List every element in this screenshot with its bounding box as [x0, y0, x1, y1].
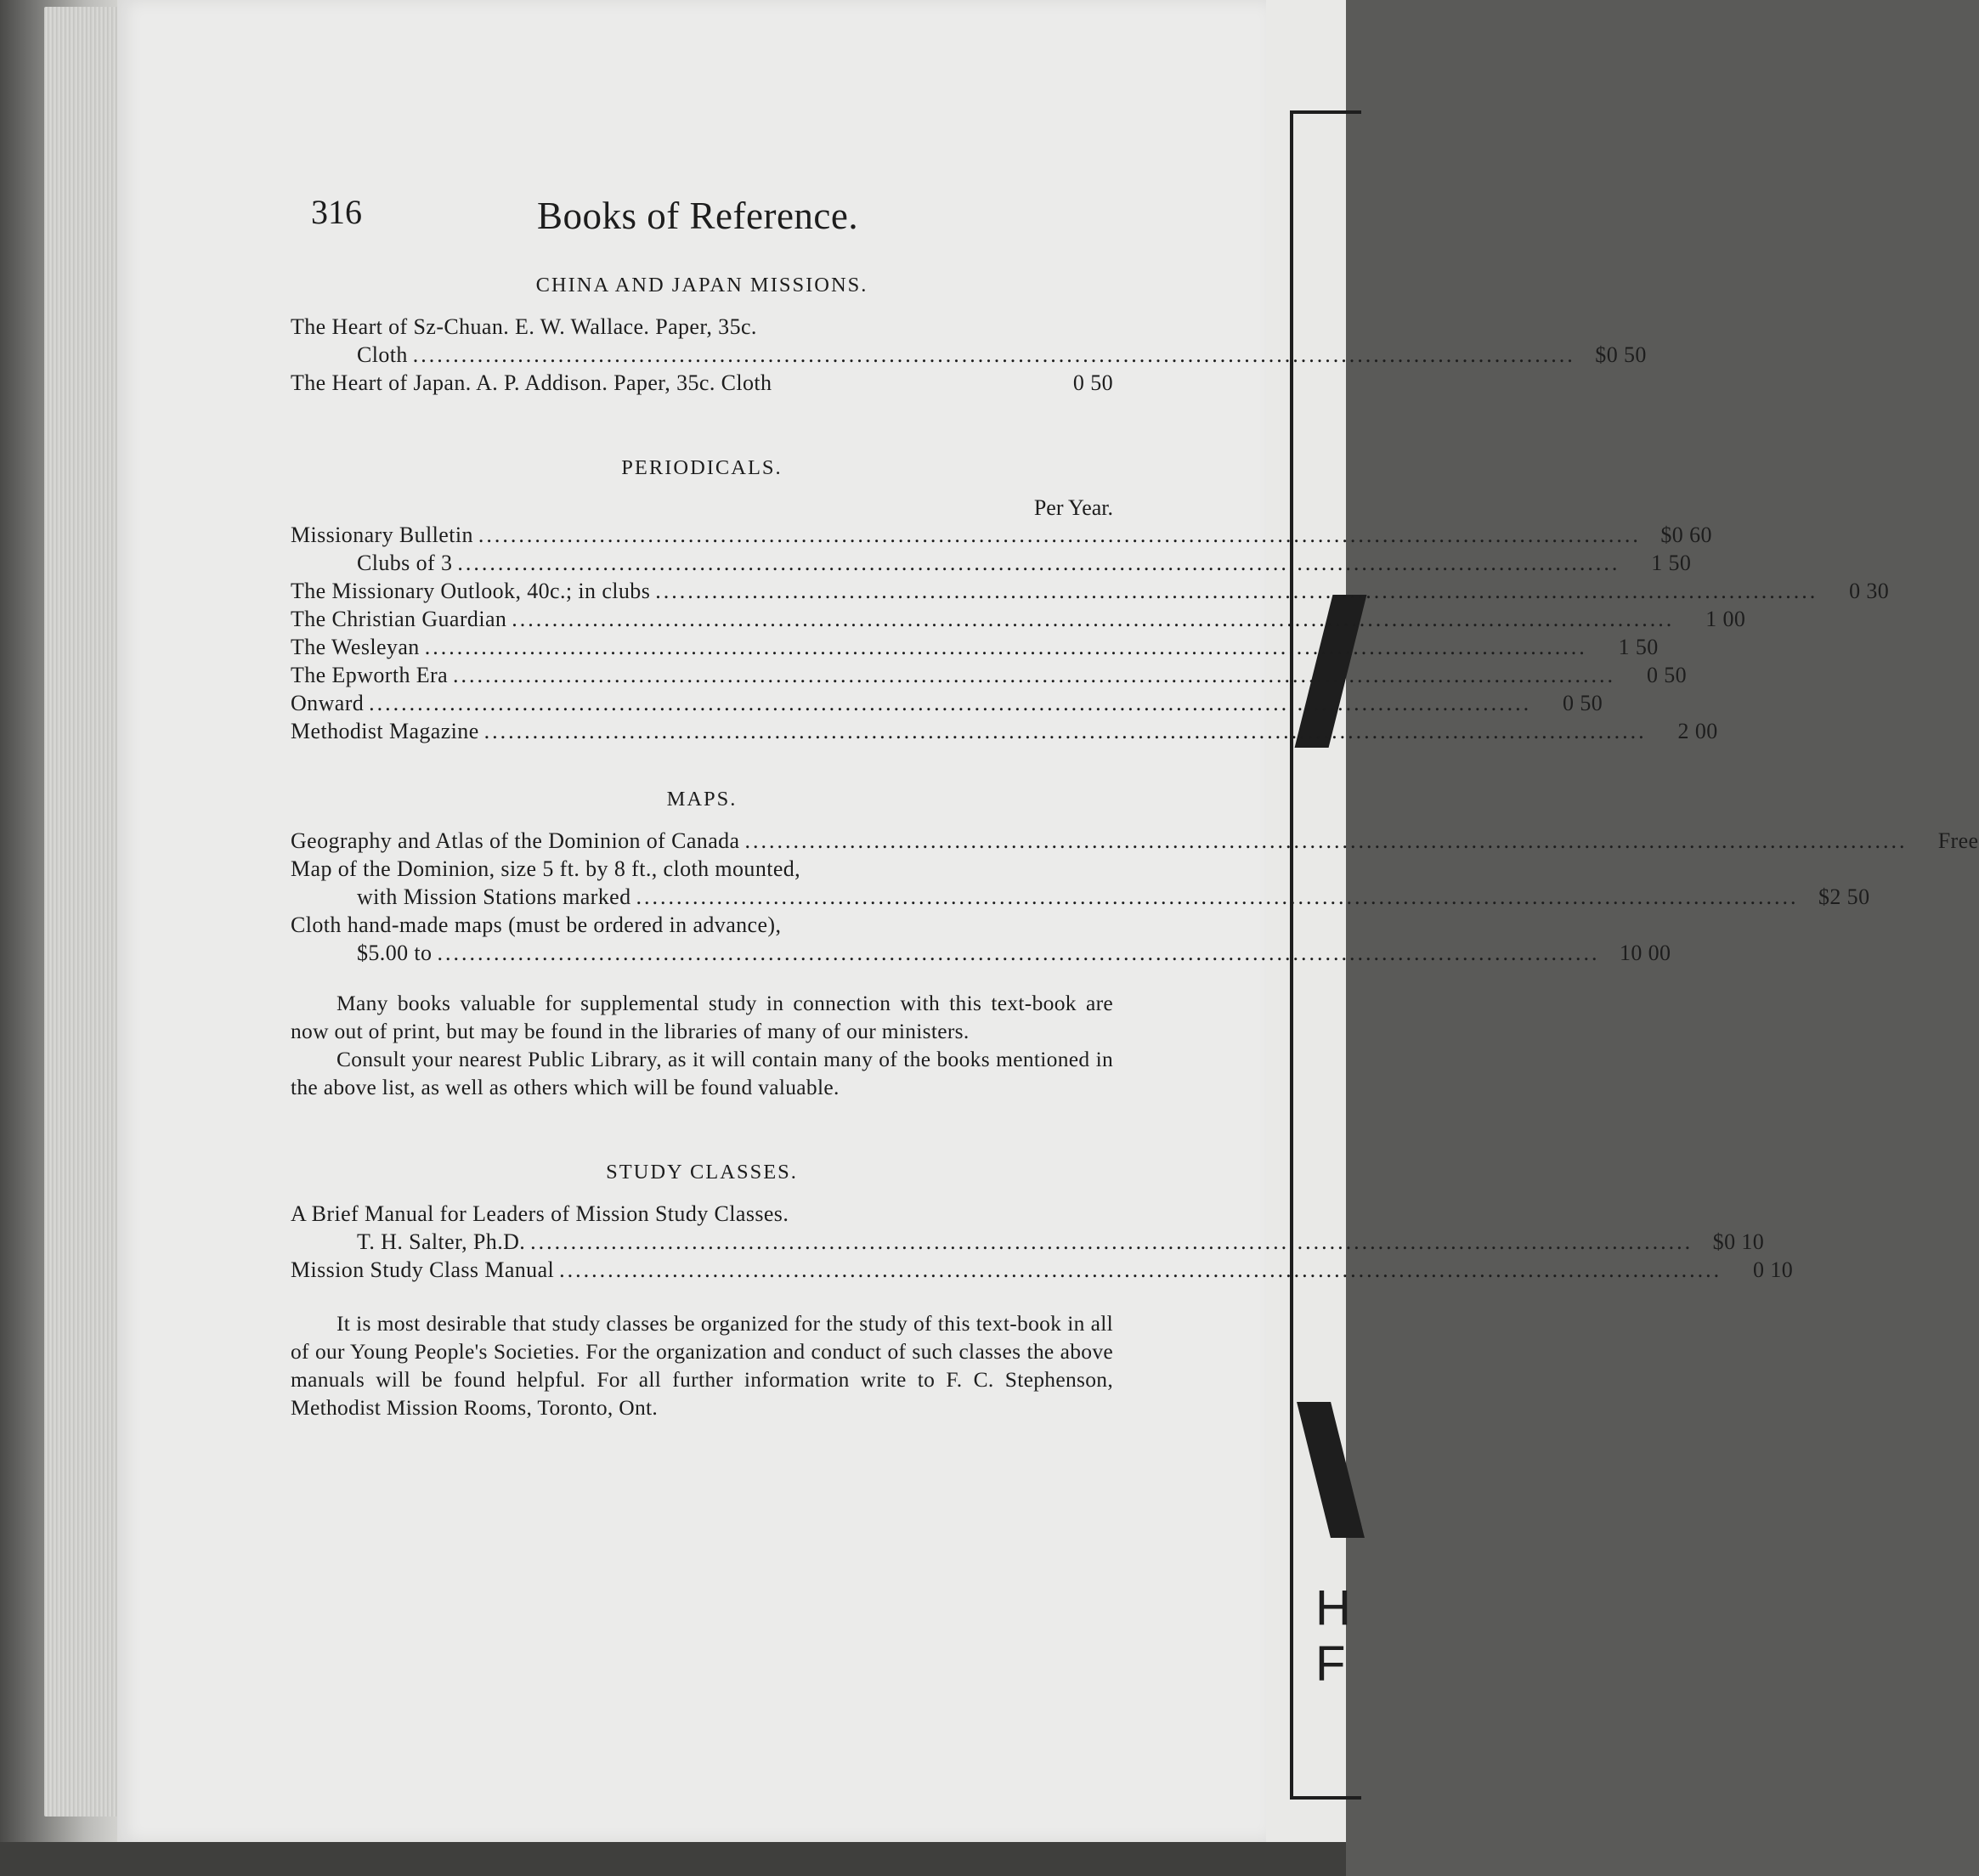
facing-page-fragment: [1315, 1580, 1349, 1692]
entry-line: [291, 313, 1113, 341]
entry-text: The Heart of Sz-Chuan. E. W. Wallace. Paper, 35c.: [291, 314, 757, 339]
list-item: [291, 689, 1603, 717]
list-item: [291, 633, 1659, 661]
page-content: [291, 187, 1979, 1421]
entry-text: Missionary Bulletin: [291, 523, 473, 547]
dot-leader: [457, 549, 1620, 577]
entry-text: $5.00 to: [357, 941, 433, 965]
entry-price: 1 00: [1705, 607, 1746, 631]
page-header: [291, 187, 1113, 257]
entry-price: 0 10: [1753, 1257, 1794, 1282]
entry-price: $0 10: [1712, 1229, 1765, 1254]
dot-leader: [484, 717, 1647, 745]
dot-leader: [413, 341, 1575, 369]
page-number: 316: [311, 193, 362, 231]
note-paragraph: Consult your nearest Public Library, as it will contain many of the books mentioned in the above list, as well as others which will be found valuable.: [291, 1047, 1113, 1099]
entry-price: Free: [1937, 828, 1979, 853]
dot-leader: [530, 1228, 1693, 1256]
list-item: [291, 661, 1688, 689]
entry-text: Cloth hand-made maps (must be ordered in advance),: [291, 913, 782, 937]
entry-text: Onward: [291, 691, 365, 715]
entry-price: 1 50: [1651, 551, 1692, 575]
list-item: [291, 369, 1113, 397]
section-title: PERIODICALS.: [621, 456, 783, 479]
entry-price: 0 50: [1072, 370, 1113, 395]
entry-price: 10 00: [1619, 941, 1671, 965]
entry-price: $2 50: [1818, 884, 1870, 909]
dot-leader: [655, 577, 1818, 605]
entry-text: T. H. Salter, Ph.D.: [357, 1229, 526, 1254]
entry-price: $0 60: [1660, 523, 1712, 547]
entry-text: Methodist Magazine: [291, 719, 479, 743]
note-paragraph: Many books valuable for supplemental study in connection with this text-book are now out of print, but may be found in the libraries of many of our ministers.: [291, 991, 1113, 1043]
dot-leader: [512, 605, 1674, 633]
list-item: [291, 1256, 1794, 1284]
section-maps: [291, 788, 1979, 967]
dot-leader: [369, 689, 1531, 717]
dot-leader: [559, 1256, 1722, 1284]
entry-line: [291, 369, 1113, 397]
page-edges: [44, 7, 122, 1817]
dot-leader: [425, 633, 1587, 661]
entry-text: Map of the Dominion, size 5 ft. by 8 ft., cloth mounted,: [291, 856, 801, 881]
entry-text: Geography and Atlas of the Dominion of Canada: [291, 828, 740, 853]
facing-fragment-text: H F: [1315, 1580, 1351, 1692]
list-item: [291, 521, 1712, 549]
entry-text: The Heart of Japan. A. P. Addison. Paper, 35c. Cloth: [291, 370, 772, 395]
section-title: CHINA AND JAPAN MISSIONS.: [535, 274, 868, 297]
list-item: [291, 1200, 1765, 1256]
running-title: Books of Reference.: [537, 195, 859, 237]
dot-leader: [745, 827, 1908, 855]
entry-text: The Christian Guardian: [291, 607, 507, 631]
notes: [291, 989, 1113, 1101]
entry-price: 0 50: [1646, 663, 1688, 687]
dot-leader: [437, 939, 1599, 967]
entry-text: Cloth: [357, 342, 408, 367]
entry-text: Clubs of 3: [357, 551, 453, 575]
entry-text: Mission Study Class Manual: [291, 1257, 555, 1282]
entry-text: The Epworth Era: [291, 663, 449, 687]
entry-line: [291, 341, 1647, 369]
column-header: Per Year.: [1033, 495, 1113, 520]
entry-price: 0 50: [1563, 691, 1603, 715]
entry-price: $0 50: [1595, 342, 1647, 367]
entry-text: The Wesleyan: [291, 635, 420, 659]
list-item: [291, 855, 1870, 911]
section-title: MAPS.: [666, 788, 738, 811]
section-periodicals: [291, 456, 1890, 745]
entry-price: 1 50: [1618, 635, 1659, 659]
scanner-bed: [0, 1842, 1346, 1876]
list-item: [291, 911, 1671, 967]
list-item: [291, 827, 1979, 855]
section-study-classes: [291, 1161, 1794, 1421]
entry-text: The Missionary Outlook, 40c.; in clubs: [291, 579, 651, 603]
entry-text: with Mission Stations marked: [357, 884, 631, 909]
entry-price: 2 00: [1677, 719, 1718, 743]
closing-paragraph: It is most desirable that study classes be organized for the study of this text-book in all of our Young People's Societies. For the organization and conduct of such classes the above manuals will be found helpful. For all further information write to F. C. Stephenson, Methodist Mission Rooms, Toronto, Ont.: [291, 1311, 1113, 1420]
section-china-japan: [291, 274, 1647, 397]
list-item: [291, 577, 1890, 605]
entry-text: A Brief Manual for Leaders of Mission Study Classes.: [291, 1201, 789, 1226]
dot-leader: [453, 661, 1615, 689]
list-item: [291, 549, 1692, 577]
section-title: STUDY CLASSES.: [606, 1161, 798, 1184]
list-item: [291, 605, 1746, 633]
entry-price: 0 30: [1849, 579, 1890, 603]
list-item: [291, 717, 1718, 745]
dot-leader: [478, 521, 1641, 549]
dot-leader: [636, 883, 1798, 911]
list-item: [291, 313, 1647, 369]
